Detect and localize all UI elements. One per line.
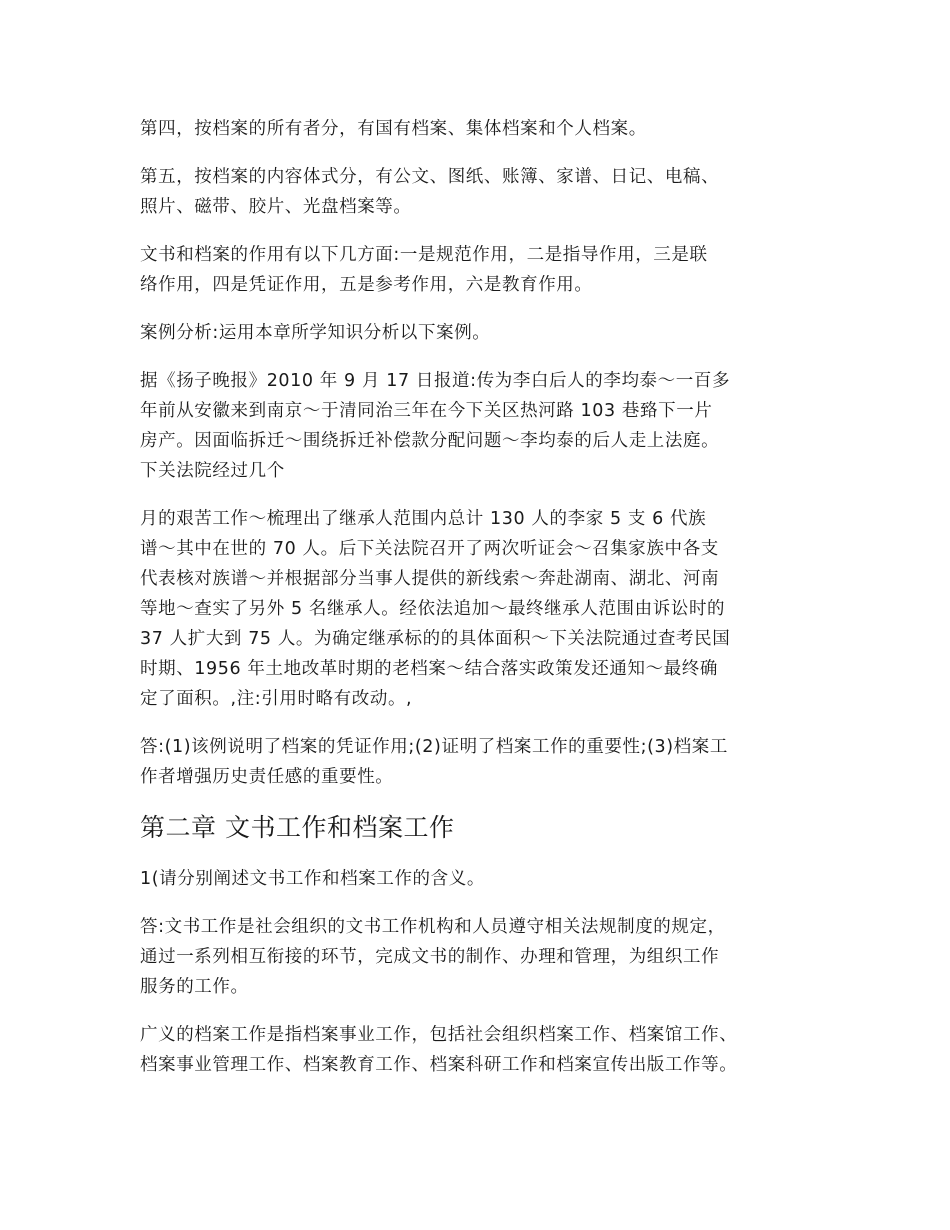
text-line: 月的艰苦工作～梳理出了继承人范围内总计 130 人的李家 5 支 6 代族 [140, 509, 707, 529]
text-line: 档案事业管理工作、档案教育工作、档案科研工作和档案宣传出版工作等。 [140, 1055, 738, 1075]
paragraph-archive-work-definition [140, 1020, 830, 1080]
text-line: 络作用，四是凭证作用，五是参考作用，六是教育作用。 [140, 275, 593, 295]
text-line: 等地～查实了另外 5 名继承人。经依法追加～最终继承人范围由诉讼时的 [140, 599, 726, 619]
text-line: 文书和档案的作用有以下几方面:一是规范作用，二是指导作用，三是联 [140, 245, 708, 265]
text-line: 服务的工作。 [140, 977, 249, 997]
paragraph-case-analysis-prompt [140, 318, 830, 348]
text-line: 定了面积。,注:引用时略有改动。, [140, 689, 413, 709]
paragraph-answer-document-work [140, 912, 830, 1002]
text-line: 37 人扩大到 75 人。为确定继承标的的具体面积～下关法院通过查考民国 [140, 629, 731, 649]
text-line: 1(请分别阐述文书工作和档案工作的含义。 [140, 869, 485, 889]
chapter-heading: 第二章 文书工作和档案工作 [140, 813, 455, 842]
paragraph-content-form-classification [140, 162, 830, 222]
text-line: 通过一系列相互衔接的环节，完成文书的制作、办理和管理，为组织工作 [140, 947, 720, 967]
text-line: 年前从安徽来到南京～于清同治三年在今下关区热河路 103 巷臵下一片 [140, 401, 713, 421]
text-line: 答:文书工作是社会组织的文书工作机构和人员遵守相关法规制度的规定， [140, 917, 726, 937]
text-line: 广义的档案工作是指档案事业工作，包括社会组织档案工作、档案馆工作、 [140, 1025, 738, 1045]
text-line: 作者增强历史责任感的重要性。 [140, 767, 394, 787]
paragraph-case-report [140, 366, 830, 486]
text-line: 第四，按档案的所有者分，有国有档案、集体档案和个人档案。 [140, 119, 647, 139]
document-page [140, 114, 830, 1098]
text-line: 第五，按档案的内容体式分，有公文、图纸、账簿、家谱、日记、电稿、 [140, 167, 720, 187]
text-line: 代表核对族谱～并根据部分当事人提供的新线索～奔赴湖南、湖北、河南 [140, 569, 720, 589]
text-line: 谱～其中在世的 70 人。后下关法院召开了两次听证会～召集家族中各支 [140, 539, 719, 559]
text-line: 答:(1)该例说明了档案的凭证作用;(2)证明了档案工作的重要性;(3)档案工 [140, 737, 728, 757]
paragraph-roles-of-documents [140, 240, 830, 300]
text-line: 时期、1956 年土地改革时期的老档案～结合落实政策发还通知～最终确 [140, 659, 718, 679]
text-line: 照片、磁带、胶片、光盘档案等。 [140, 197, 412, 217]
text-line: 下关法院经过几个 [140, 461, 285, 481]
text-line: 房产。因面临拆迁～围绕拆迁补偿款分配问题～李均泰的后人走上法庭。 [140, 431, 720, 451]
text-line: 案例分析:运用本章所学知识分析以下案例。 [140, 323, 491, 343]
paragraph-ownership-classification [140, 114, 830, 144]
paragraph-case-answer [140, 732, 830, 792]
text-line: 据《扬子晚报》2010 年 9 月 17 日报道:传为李白后人的李均泰～一百多 [140, 371, 731, 391]
paragraph-question-1 [140, 864, 830, 894]
paragraph-case-continuation [140, 504, 830, 714]
